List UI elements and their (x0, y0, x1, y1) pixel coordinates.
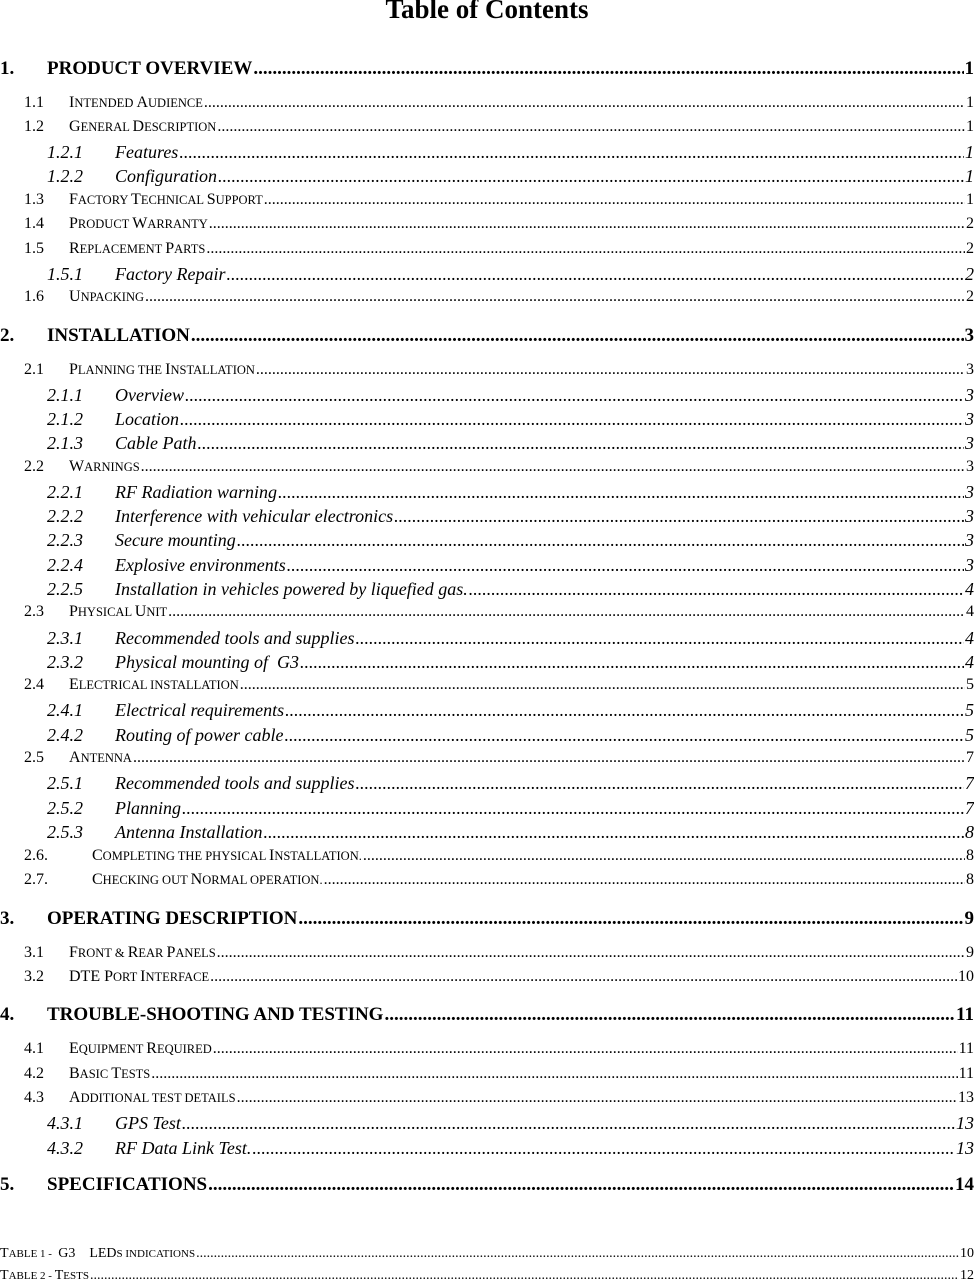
toc-entry-1-5-1[interactable] (0, 264, 974, 288)
toc-entry-2-4-1[interactable] (0, 700, 974, 724)
toc-entry-2-4[interactable] (0, 676, 974, 700)
entry-label: GPS Test (115, 1113, 181, 1133)
table-list-entry-1[interactable] (0, 1246, 974, 1266)
toc-entry-1-4[interactable] (0, 215, 974, 239)
entry-page: 1 (965, 166, 974, 186)
entry-page: 13 (956, 1113, 974, 1133)
entry-page: 3 (965, 385, 974, 405)
entry-number: 2.6. (24, 847, 48, 864)
entry-label: Explosive environments (115, 555, 286, 575)
toc-entry-2-2[interactable] (0, 458, 974, 482)
toc-entry-2-3[interactable] (0, 603, 974, 627)
toc-entry-1-2[interactable] (0, 118, 974, 142)
entry-number: 1.1 (24, 94, 44, 111)
entry-label: PRODUCT WARRANTY (69, 215, 208, 232)
entry-page: 1 (966, 94, 974, 111)
entry-label: GENERAL DESCRIPTION (69, 118, 217, 135)
entry-number: 3.1 (24, 944, 44, 961)
entry-number: 2.1.3 (47, 433, 83, 453)
entry-page: 3 (965, 555, 974, 575)
entry-page: 3 (965, 482, 974, 502)
toc-entry-5[interactable] (0, 1174, 974, 1200)
toc-entry-1[interactable] (0, 58, 974, 84)
toc-entry-2-6[interactable] (0, 847, 974, 871)
entry-number: 2.2 (24, 458, 44, 475)
entry-page: 7 (965, 773, 974, 793)
entry-number: 2.2.1 (47, 482, 83, 502)
entry-number: 4.3 (24, 1089, 44, 1106)
toc-entry-3[interactable] (0, 908, 974, 934)
entry-page: 4 (966, 603, 974, 620)
entry-number: 2.3 (24, 603, 44, 620)
entry-page: 1 (965, 142, 974, 162)
toc-entry-2-4-2[interactable] (0, 725, 974, 749)
entry-page: 8 (966, 871, 974, 888)
toc-entry-2-2-2[interactable] (0, 506, 974, 530)
entry-label: FRONT & REAR PANELS (69, 944, 216, 961)
entry-number: 4.3.1 (47, 1113, 83, 1133)
toc-entry-2-2-1[interactable] (0, 482, 974, 506)
entry-page: 10 (958, 968, 974, 985)
entry-label: WARNINGS (69, 458, 140, 475)
toc-entry-4-1[interactable] (0, 1040, 974, 1064)
toc-entry-1-3[interactable] (0, 191, 974, 215)
toc-entry-3-2[interactable] (0, 968, 974, 992)
entry-page: 2 (966, 215, 974, 232)
entry-page: 9 (966, 944, 974, 961)
toc-entry-3-1[interactable] (0, 944, 974, 968)
entry-number: 1.4 (24, 215, 44, 232)
entry-page: 11 (958, 1040, 974, 1057)
entry-page: 3 (965, 530, 974, 550)
entry-number: 3. (0, 908, 15, 929)
entry-label: Recommended tools and supplies (115, 773, 355, 793)
entry-label: BASIC TESTS (69, 1065, 151, 1082)
entry-number: 2.2.3 (47, 530, 83, 550)
toc-entry-1-2-1[interactable] (0, 142, 974, 166)
entry-page: 4 (965, 628, 974, 648)
entry-number: 2.1 (24, 361, 44, 378)
entry-number: 1.5.1 (47, 264, 83, 284)
toc-entry-1-5[interactable] (0, 240, 974, 264)
entry-number: 1.3 (24, 191, 44, 208)
entry-number: 2.1.1 (47, 385, 83, 405)
entry-label: COMPLETING THE PHYSICAL INSTALLATION. (92, 847, 362, 864)
entry-page: 12 (960, 1268, 974, 1283)
entry-label: RF Radiation warning (115, 482, 277, 502)
entry-label: Overview (115, 385, 184, 405)
entry-label: REPLACEMENT PARTS (69, 240, 206, 257)
toc-entry-2-5-3[interactable] (0, 822, 974, 846)
entry-number: 1. (0, 58, 15, 79)
entry-page: 13 (958, 1089, 974, 1106)
entry-page: 3 (965, 409, 974, 429)
entry-label: Configuration (115, 166, 218, 186)
entry-number: 2.2.5 (47, 579, 83, 599)
entry-label: Factory Repair (115, 264, 226, 284)
toc-entry-2-1-1[interactable] (0, 385, 974, 409)
entry-page: 7 (966, 749, 974, 766)
entry-label: RF Data Link Test. (115, 1138, 252, 1158)
toc-entry-2-2-4[interactable] (0, 555, 974, 579)
entry-number: 2.1.2 (47, 409, 83, 429)
toc-entry-2-5-1[interactable] (0, 773, 974, 797)
entry-page: 4 (965, 652, 974, 672)
toc-entry-2-5-2[interactable] (0, 798, 974, 822)
entry-label: EQUIPMENT REQUIRED (69, 1040, 212, 1057)
table-list-entry-2[interactable] (0, 1268, 974, 1288)
toc-entry-1-2-2[interactable] (0, 166, 974, 190)
entry-label: SPECIFICATIONS (47, 1174, 208, 1195)
entry-label: Routing of power cable (115, 725, 284, 745)
entry-label: Features (115, 142, 179, 162)
entry-number: 1.5 (24, 240, 44, 257)
entry-page: 7 (965, 798, 974, 818)
toc-entry-2-3-1[interactable] (0, 628, 974, 652)
entry-label: Planning (115, 798, 181, 818)
entry-page: 1 (966, 191, 974, 208)
entry-number: 2.3.2 (47, 652, 83, 672)
toc-entry-2-3-2[interactable] (0, 652, 974, 676)
entry-label: Interference with vehicular electronics (115, 506, 394, 526)
entry-number: 2.4.2 (47, 725, 83, 745)
entry-label: ANTENNA (69, 749, 132, 766)
entry-number: 2.5.1 (47, 773, 83, 793)
entry-number: 2.3.1 (47, 628, 83, 648)
entry-page: 8 (965, 822, 974, 842)
entry-label: PHYSICAL UNIT (69, 603, 168, 620)
entry-number: 1.6 (24, 288, 44, 305)
entry-page: 13 (956, 1138, 974, 1158)
entry-page: 1 (966, 118, 974, 135)
entry-label: DTE PORT INTERFACE (69, 968, 210, 985)
entry-page: 1 (964, 58, 974, 79)
entry-number: 3.2 (24, 968, 44, 985)
toc-entry-2-2-5[interactable] (0, 579, 974, 603)
entry-label: Antenna Installation (115, 822, 263, 842)
toc-entry-4-3-1[interactable] (0, 1113, 974, 1137)
entry-number: 2.5.3 (47, 822, 83, 842)
toc-entry-2-2-3[interactable] (0, 530, 974, 554)
entry-number: 2.4 (24, 676, 44, 693)
entry-label: TABLE 1 - G3 LEDS INDICATIONS (0, 1246, 196, 1261)
toc-entry-2-5[interactable] (0, 749, 974, 773)
entry-label: OPERATING DESCRIPTION (47, 908, 298, 929)
toc-entry-4-3[interactable] (0, 1089, 974, 1113)
entry-page: 3 (965, 506, 974, 526)
entry-number: 4.2 (24, 1065, 44, 1082)
entry-label: ELECTRICAL INSTALLATION (69, 676, 239, 693)
entry-page: 11 (958, 1065, 974, 1082)
entry-number: 4.1 (24, 1040, 44, 1057)
entry-page: 9 (964, 908, 974, 929)
toc-title: Table of Contents (385, 0, 589, 24)
entry-number: 2.5 (24, 749, 44, 766)
entry-page: 3 (964, 325, 974, 346)
toc-entry-4[interactable] (0, 1004, 974, 1030)
entry-number: 2.5.2 (47, 798, 83, 818)
entry-label: FACTORY TECHNICAL SUPPORT (69, 191, 263, 208)
entry-page: 14 (955, 1174, 974, 1195)
entry-label: INTENDED AUDIENCE (69, 94, 203, 111)
entry-page: 2 (966, 240, 974, 257)
toc-entry-1-1[interactable] (0, 94, 974, 118)
entry-number: 4. (0, 1004, 15, 1025)
entry-page: 3 (965, 433, 974, 453)
toc-entry-2-1[interactable] (0, 361, 974, 385)
toc-entry-2-1-3[interactable] (0, 433, 974, 457)
entry-label: INSTALLATION (47, 325, 190, 346)
entry-page: 5 (965, 700, 974, 720)
toc-entry-2[interactable] (0, 325, 974, 351)
entry-label: Cable Path (115, 433, 197, 453)
toc-entry-1-6[interactable] (0, 288, 974, 312)
entry-label: Physical mounting of G3 (115, 652, 299, 672)
toc-entry-2-1-2[interactable] (0, 409, 974, 433)
entry-number: 2. (0, 325, 15, 346)
entry-number: 1.2.1 (47, 142, 83, 162)
entry-label: Installation in vehicles powered by liquefied gas. (115, 579, 468, 599)
entry-number: 2.2.2 (47, 506, 83, 526)
entry-number: 2.7. (24, 871, 48, 888)
toc-entry-4-3-2[interactable] (0, 1138, 974, 1162)
toc-entry-4-2[interactable] (0, 1065, 974, 1089)
entry-label: Recommended tools and supplies (115, 628, 355, 648)
entry-page: 3 (966, 458, 974, 475)
entry-label: ADDITIONAL TEST DETAILS (69, 1089, 236, 1106)
entry-label: TABLE 2 - TESTS (0, 1268, 89, 1283)
entry-page: 2 (966, 288, 974, 305)
toc-entry-2-7[interactable] (0, 871, 974, 895)
entry-number: 2.2.4 (47, 555, 83, 575)
entry-number: 5. (0, 1174, 15, 1195)
entry-page: 5 (966, 676, 974, 693)
entry-label: PRODUCT OVERVIEW (47, 58, 253, 79)
entry-page: 5 (965, 725, 974, 745)
entry-label: Electrical requirements (115, 700, 285, 720)
entry-page: 3 (966, 361, 974, 378)
entry-label: Secure mounting (115, 530, 236, 550)
entry-page: 11 (956, 1004, 974, 1025)
entry-page: 2 (965, 264, 974, 284)
entry-label: Location (115, 409, 180, 429)
entry-number: 1.2.2 (47, 166, 83, 186)
entry-page: 10 (960, 1246, 974, 1261)
entry-number: 2.4.1 (47, 700, 83, 720)
entry-label: CHECKING OUT NORMAL OPERATION. (92, 871, 323, 888)
entry-page: 4 (965, 579, 974, 599)
entry-page: 8 (966, 847, 974, 864)
entry-label: PLANNING THE INSTALLATION (69, 361, 255, 378)
entry-number: 4.3.2 (47, 1138, 83, 1158)
entry-number: 1.2 (24, 118, 44, 135)
entry-label: TROUBLE-SHOOTING AND TESTING (47, 1004, 384, 1025)
entry-label: UNPACKING (69, 288, 145, 305)
